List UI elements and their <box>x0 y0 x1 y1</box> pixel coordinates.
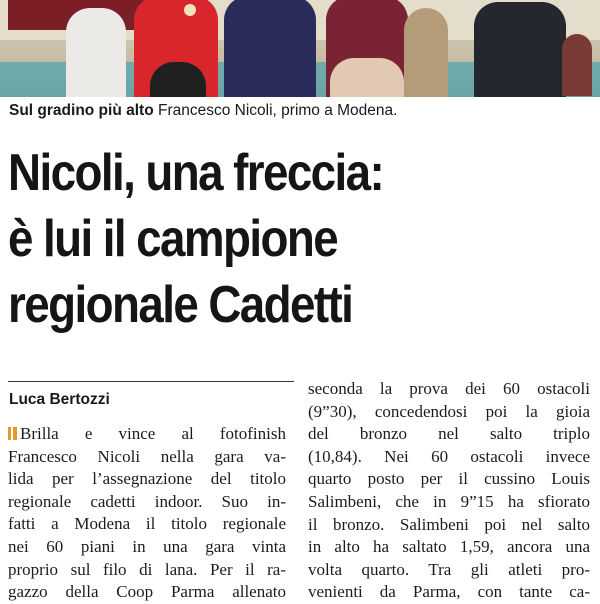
headline-line-2: è lui il campione <box>8 210 338 268</box>
body-line: fatti a Modena il titolo regionale <box>8 514 286 534</box>
byline-divider <box>8 381 294 382</box>
body-line: lida per l’assegnazione del titolo <box>8 469 286 489</box>
body-line: Brilla e vince al fotofinish <box>8 423 286 446</box>
shirt-logo-icon <box>184 4 196 16</box>
body-column-right <box>308 378 590 604</box>
headline-line-1: Nicoli, una freccia: <box>8 144 384 202</box>
body-line: quarto posto per il cussino Louis <box>308 469 590 489</box>
body-column-left <box>8 423 286 604</box>
photo-person <box>66 8 126 97</box>
headline-line-3: regionale Cadetti <box>8 276 353 334</box>
body-line: proprio sul filo di lana. Per il ra- <box>8 559 286 579</box>
body-line: Francesco Nicoli nella gara va- <box>8 446 286 466</box>
article-photo <box>0 0 600 97</box>
caption-text: Francesco Nicoli, primo a Modena. <box>157 102 398 119</box>
body-line: regionale cadetti indoor. Suo in- <box>8 491 286 511</box>
photo-person <box>562 34 592 96</box>
photo-person <box>474 2 566 97</box>
photo-person <box>404 8 448 97</box>
body-line: (10,84). Nei 60 ostacoli invece <box>308 446 590 466</box>
body-line: il bronzo. Salimbeni poi nel salto <box>308 514 590 534</box>
body-line: gazzo della Coop Parma allenato <box>8 582 286 602</box>
body-line: in alto ha saltato 1,59, ancora una <box>308 537 590 557</box>
body-line: venienti da Parma, con tante ca- <box>308 582 590 602</box>
body-line: (9”30), concedendosi poi la gioia <box>308 401 590 421</box>
body-line: volta quarto. Tra gli atleti pro- <box>308 559 590 579</box>
photo-caption <box>9 101 397 121</box>
caption-lead: Sul gradino più alto <box>9 102 154 119</box>
body-line: seconda la prova dei 60 ostacoli <box>308 379 590 398</box>
body-line: nei 60 piani in una gara vinta <box>8 536 286 556</box>
body-line: del bronzo nel salto triplo <box>308 424 590 444</box>
author-byline: Luca Bertozzi <box>9 391 110 408</box>
body-line: Salimbeni, che in 9”15 ha sfiorato <box>308 491 590 511</box>
paragraph-marker-icon <box>8 427 17 440</box>
photo-person <box>224 0 316 97</box>
article-headline <box>8 140 383 338</box>
